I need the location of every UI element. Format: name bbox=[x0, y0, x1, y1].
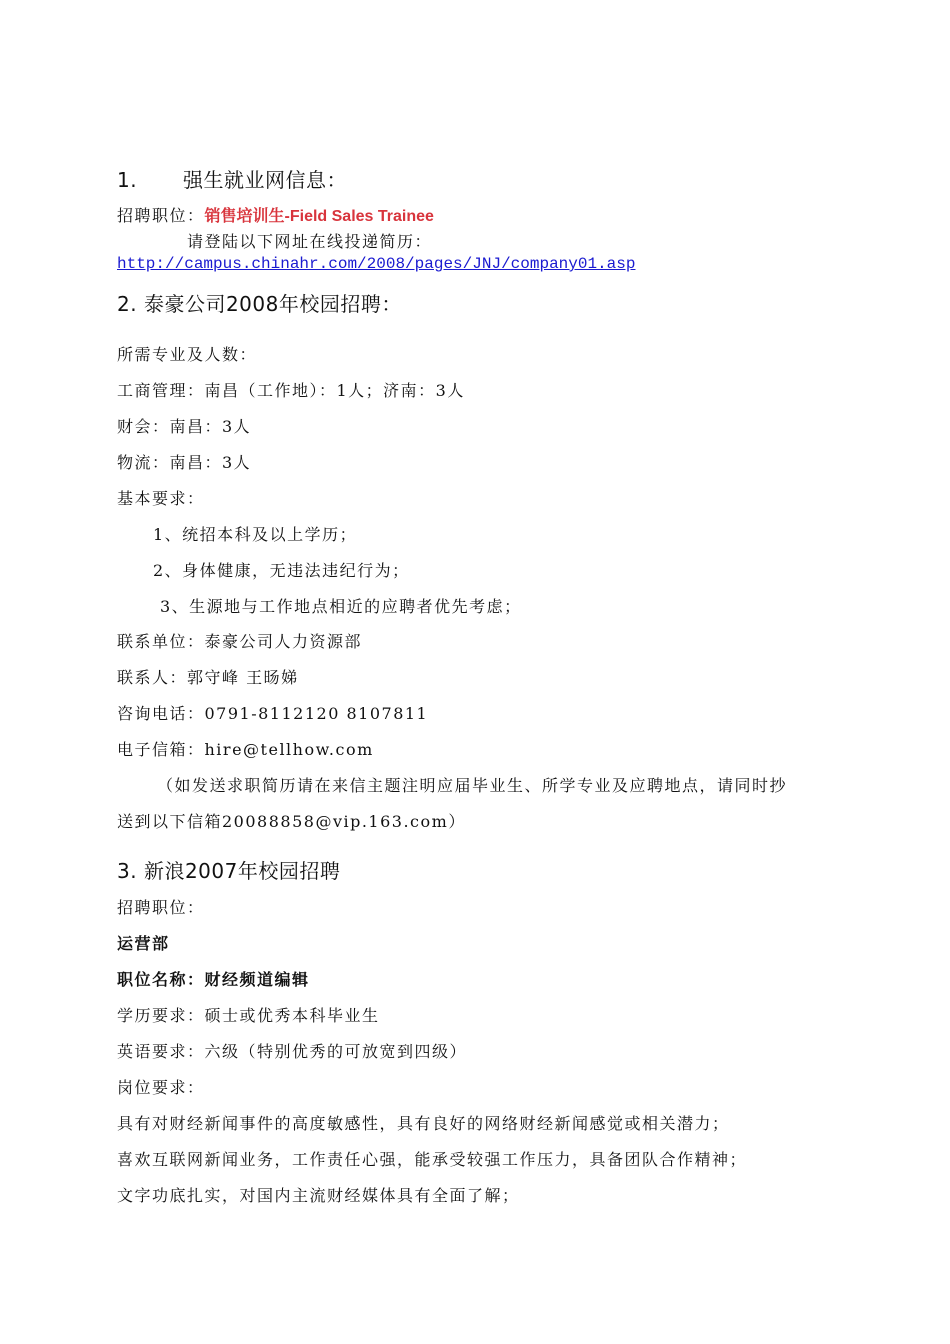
s2-req-label: 基本要求： bbox=[117, 489, 205, 508]
s2-email: 电子信箱：hire@tellhow.com bbox=[117, 740, 374, 759]
s3-duty-label: 岗位要求： bbox=[117, 1078, 205, 1097]
s1-instruction: 请登陆以下网址在线投递简历： bbox=[187, 232, 433, 251]
s3-duty-1: 具有对财经新闻事件的高度敏感性，具有良好的网络财经新闻感觉或相关潜力； bbox=[117, 1114, 730, 1133]
s2-note-2: 送到以下信箱20088858@vip.163.com） bbox=[117, 812, 466, 831]
s2-note-1: （如发送求职简历请在来信主题注明应届毕业生、所学专业及应聘地点，请同时抄 bbox=[157, 776, 788, 795]
s2-req-1: 1、统招本科及以上学历； bbox=[153, 525, 358, 544]
s3-position-label: 招聘职位： bbox=[117, 898, 205, 917]
s2-major-3: 物流：南昌：3人 bbox=[117, 453, 252, 472]
section-3-title: 3. 新浪2007年校园招聘 bbox=[117, 859, 341, 883]
s2-req-3: 3、生源地与工作地点相近的应聘者优先考虑； bbox=[160, 597, 522, 616]
section-1-number: 1. bbox=[117, 168, 138, 192]
s3-edu: 学历要求：硕士或优秀本科毕业生 bbox=[117, 1006, 380, 1025]
s1-position-line bbox=[117, 203, 434, 226]
s2-phone: 咨询电话：0791-8112120 8107811 bbox=[117, 704, 429, 723]
s3-english: 英语要求：六级（特别优秀的可放宽到四级） bbox=[117, 1042, 468, 1061]
s2-major-1: 工商管理：南昌（工作地）：1人；济南：3人 bbox=[117, 381, 465, 400]
s2-req-2: 2、身体健康，无违法违纪行为； bbox=[153, 561, 410, 580]
s1-position-value: 销售培训生-Field Sales Trainee bbox=[204, 208, 434, 225]
s1-url-line bbox=[117, 253, 635, 273]
s3-dept: 运营部 bbox=[117, 934, 170, 953]
s1-position-label: 招聘职位： bbox=[117, 206, 205, 225]
section-1-heading bbox=[117, 164, 347, 193]
s2-contact-unit: 联系单位：泰豪公司人力资源部 bbox=[117, 632, 363, 651]
s3-duty-3: 文字功底扎实，对国内主流财经媒体具有全面了解； bbox=[117, 1186, 520, 1205]
s2-majors-label: 所需专业及人数： bbox=[117, 345, 258, 364]
s1-apply-link[interactable]: http://campus.chinahr.com/2008/pages/JNJ/company01.asp bbox=[117, 255, 636, 273]
section-1-title: 强生就业网信息： bbox=[183, 168, 347, 192]
s2-contact-person: 联系人：郭守峰 王旸娣 bbox=[117, 668, 299, 687]
s2-major-2: 财会：南昌：3人 bbox=[117, 417, 252, 436]
s3-duty-2: 喜欢互联网新闻业务，工作责任心强，能承受较强工作压力，具备团队合作精神； bbox=[117, 1150, 748, 1169]
s3-job-title: 职位名称：财经频道编辑 bbox=[117, 970, 310, 989]
section-2-title: 2. 泰豪公司2008年校园招聘： bbox=[117, 292, 402, 316]
